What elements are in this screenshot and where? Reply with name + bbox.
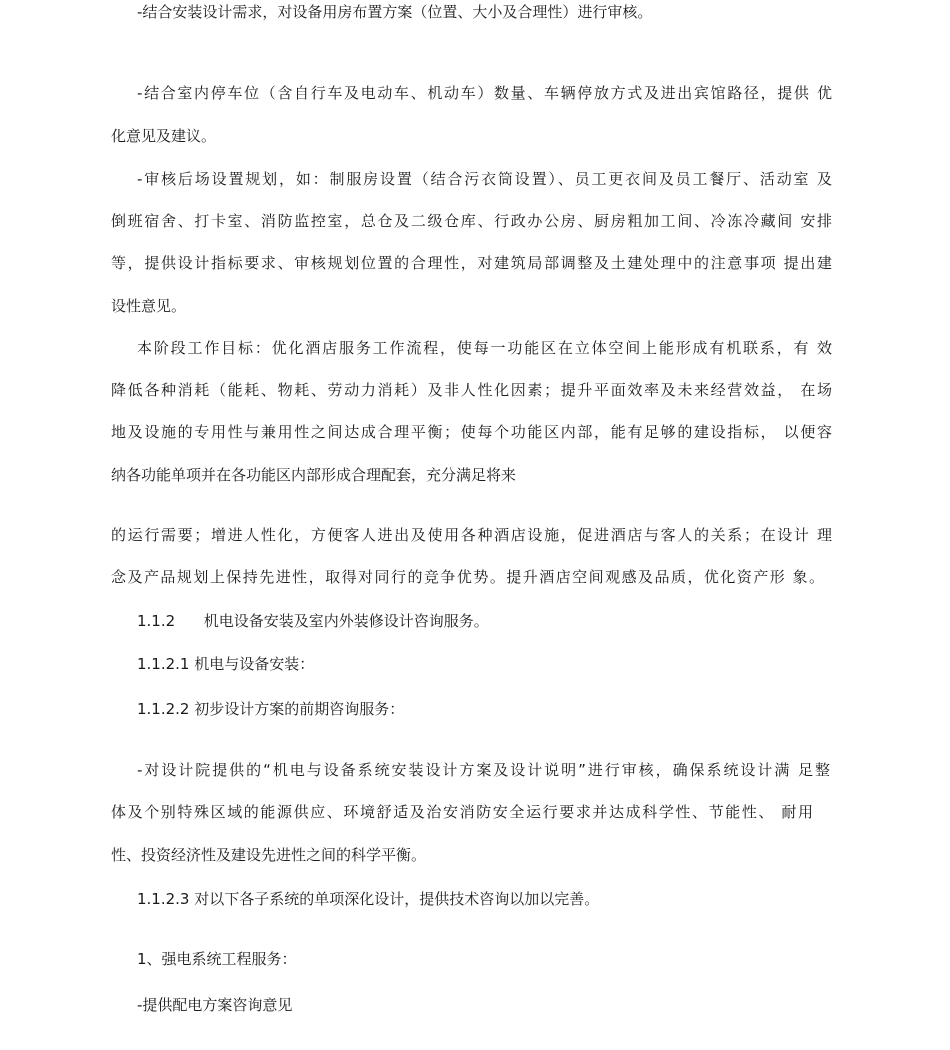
section-heading: 1.1.2 机电设备安装及室内外装修设计咨询服务。	[137, 612, 489, 630]
paragraph-line: 本阶段工作目标：优化酒店服务工作流程，使每一功能区在立体空间上能形成有机联系，有 效	[137, 339, 832, 357]
paragraph-line: 的运行需要；增进人性化，方便客人进出及使用各种酒店设施，促进酒店与客人的关系；在设计 理	[111, 526, 832, 544]
list-heading: 1、强电系统工程服务：	[137, 950, 297, 968]
section-heading: 1.1.2.1 机电与设备安装：	[137, 655, 315, 673]
paragraph-line: 倒班宿舍、打卡室、消防监控室，总仓及二级仓库、行政办公房、厨房粗加工间、冷冻冷藏间 安排	[111, 212, 832, 230]
paragraph-line: 纳各功能单项并在各功能区内部形成合理配套，充分满足将来	[111, 466, 517, 484]
paragraph-line: 体及个别特殊区域的能源供应、环境舒适及治安消防安全运行要求并达成科学性、节能性、 耐用	[111, 803, 813, 821]
paragraph-line: 降低各种消耗（能耗、物耗、劳动力消耗）及非人性化因素；提升平面效率及未来经营效益， 在场	[111, 381, 832, 399]
paragraph-line: -结合室内停车位（含自行车及电动车、机动车）数量、车辆停放方式及进出宾馆路径，提供 优	[137, 84, 832, 102]
paragraph-line: -提供配电方案咨询意见	[137, 996, 293, 1014]
paragraph-line: -审核后场设置规划，如：制服房设置（结合污衣筒设置）、员工更衣间及员工餐厅、活动室 及	[137, 170, 832, 188]
paragraph-line: 地及设施的专用性与兼用性之间达成合理平衡；使每个功能区内部，能有足够的建设指标， 以便容	[111, 423, 832, 441]
paragraph-line: -对设计院提供的“机电与设备系统安装设计方案及设计说明”进行审核，确保系统设计满 足整	[137, 761, 830, 779]
paragraph-line: 性、投资经济性及建设先进性之间的科学平衡。	[111, 846, 427, 864]
section-heading: 1.1.2.3 对以下各子系统的单项深化设计，提供技术咨询以加以完善。	[137, 890, 600, 908]
paragraph-line: -结合安装设计需求，对设备用房布置方案（位置、大小及合理性）进行审核。	[137, 3, 653, 21]
paragraph-line: 设性意见。	[111, 297, 187, 315]
paragraph-line: 念及产品规划上保持先进性，取得对同行的竞争优势。提升酒店空间观感及品质，优化资产形 象。	[111, 568, 824, 586]
paragraph-line: 化意见及建议。	[111, 127, 217, 145]
section-heading: 1.1.2.2 初步设计方案的前期咨询服务：	[137, 700, 405, 718]
paragraph-line: 等，提供设计指标要求、审核规划位置的合理性，对建筑局部调整及土建处理中的注意事项 提出建	[111, 254, 832, 272]
